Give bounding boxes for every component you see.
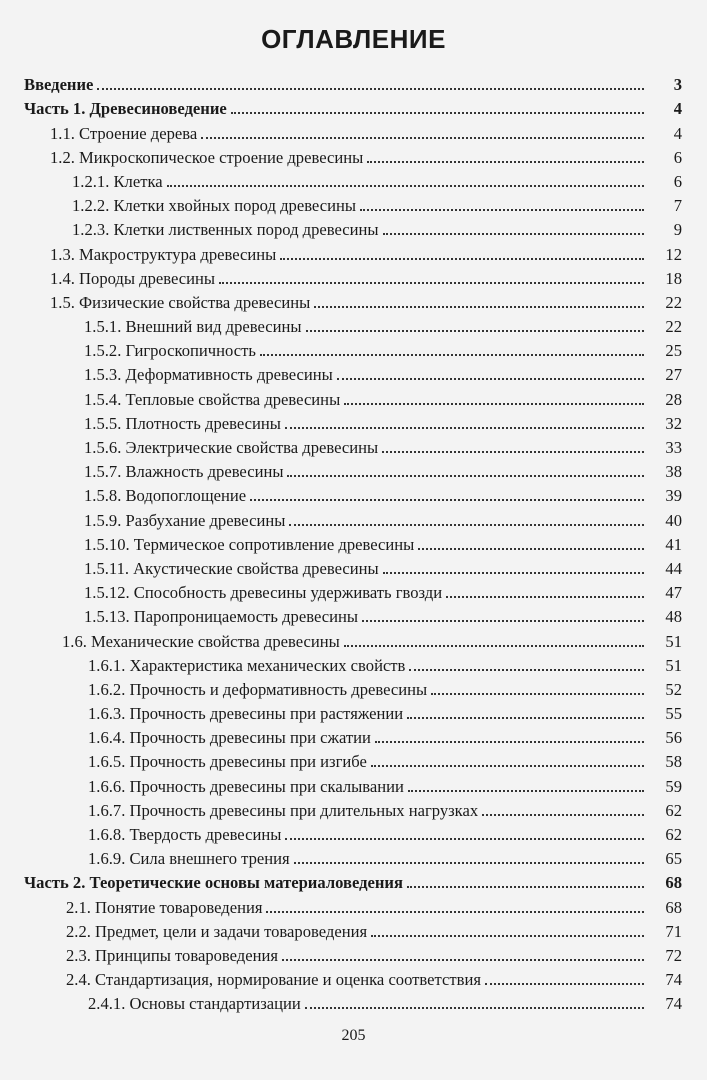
toc-entry <box>24 191 682 215</box>
toc-entry-title: 1.6.8. Твердость древесины <box>88 825 282 844</box>
toc-entry-title: 1.6. Механические свойства древесины <box>62 631 340 651</box>
toc-entry <box>24 143 682 167</box>
toc-entry-page: 32 <box>665 413 682 433</box>
toc-entry <box>24 868 682 892</box>
toc-entry-title: 1.5.7. Влажность древесины <box>84 462 284 482</box>
toc-entry-title: 1.5.9. Разбухание древесины <box>84 510 286 530</box>
toc-entry <box>24 70 682 94</box>
toc-entry-title: 2.3. Принципы товароведения <box>66 945 279 965</box>
toc-entry <box>24 989 682 1013</box>
dot-leader <box>362 620 644 622</box>
toc-entry-page: 38 <box>665 462 682 482</box>
dot-leader <box>482 814 644 816</box>
toc-entry-page: 44 <box>665 558 682 578</box>
toc-entry-title: 1.5.12. Способность древесины удерживать гвозди <box>84 583 443 603</box>
dot-leader <box>231 112 644 114</box>
toc-entry-title: 2.2. Предмет, цели и задачи товароведения <box>66 921 368 941</box>
toc-entry-title: 1.6.2. Прочность и деформативность древесины <box>88 679 428 699</box>
toc-entry-title: 1.5.3. Деформативность древесины <box>84 365 333 385</box>
toc-entry-page: 40 <box>665 510 682 530</box>
toc-entry-page: 41 <box>665 534 682 554</box>
toc-entry-title: 1.3. Макроструктура древесины <box>50 244 277 264</box>
toc-entry <box>24 796 682 820</box>
toc-entry <box>24 94 682 118</box>
dot-leader <box>446 596 644 598</box>
dot-leader <box>431 693 644 695</box>
toc-entry <box>24 965 682 989</box>
dot-leader <box>306 330 644 332</box>
table-of-contents <box>24 70 682 1013</box>
toc-entry-page: 51 <box>665 655 682 675</box>
dot-leader <box>382 451 644 453</box>
dot-leader <box>97 88 644 90</box>
dot-leader <box>407 886 644 888</box>
toc-entry-title: 1.6.3. Прочность древесины при растяжении <box>88 704 404 724</box>
dot-leader <box>337 378 644 380</box>
dot-leader <box>285 838 644 840</box>
toc-entry <box>24 626 682 650</box>
toc-entry <box>24 312 682 336</box>
toc-entry-page: 33 <box>665 438 682 457</box>
dot-leader <box>371 765 644 767</box>
toc-entry <box>24 264 682 288</box>
toc-entry-title: 1.5.1. Внешний вид древесины <box>84 317 302 337</box>
toc-entry <box>24 457 682 481</box>
toc-entry-page: 59 <box>665 776 682 796</box>
toc-entry <box>24 771 682 795</box>
toc-entry-page: 74 <box>665 994 682 1014</box>
dot-leader <box>314 306 644 308</box>
toc-entry <box>24 844 682 868</box>
toc-entry-page: 27 <box>665 365 682 385</box>
dot-leader <box>371 935 644 937</box>
toc-entry <box>24 675 682 699</box>
toc-entry <box>24 360 682 384</box>
toc-entry <box>24 578 682 602</box>
toc-entry-page: 6 <box>673 147 682 167</box>
dot-leader <box>287 475 644 477</box>
toc-entry-title: 1.5.13. Паропроницаемость древесины <box>84 607 359 627</box>
toc-entry-page: 58 <box>665 752 682 772</box>
toc-entry-title: Часть 1. Древесиноведение <box>24 99 227 119</box>
dot-leader <box>418 548 644 550</box>
toc-entry-title: 1.5.4. Тепловые свойства древесины <box>84 389 341 409</box>
toc-entry-title: 1.6.5. Прочность древесины при изгибе <box>88 752 367 772</box>
toc-entry-page: 18 <box>665 268 682 288</box>
toc-entry-title: 1.4. Породы древесины <box>50 268 216 288</box>
toc-entry <box>24 530 682 554</box>
toc-entry-title: 1.6.9. Сила внешнего трения <box>88 849 290 869</box>
toc-entry <box>24 554 682 578</box>
toc-entry <box>24 651 682 675</box>
dot-leader <box>282 959 644 961</box>
toc-entry-page: 12 <box>665 244 682 264</box>
toc-entry-page: 4 <box>673 123 682 143</box>
toc-entry-page: 68 <box>665 873 682 893</box>
toc-entry-title: 1.2.3. Клетки лиственных пород древесины <box>72 220 379 240</box>
dot-leader <box>409 669 644 671</box>
dot-leader <box>383 233 644 235</box>
dot-leader <box>294 862 644 864</box>
toc-entry <box>24 941 682 965</box>
toc-entry-title: 1.5.2. Гигроскопичность <box>84 341 256 361</box>
toc-entry <box>24 892 682 916</box>
toc-entry-page: 22 <box>665 317 682 337</box>
dot-leader <box>360 209 644 211</box>
toc-entry-title: 1.2.2. Клетки хвойных пород древесины <box>72 196 356 216</box>
toc-entry <box>24 409 682 433</box>
toc-entry-title: 1.5.8. Водопоглощение <box>84 486 247 506</box>
toc-entry-page: 55 <box>665 704 682 724</box>
toc-entry-title: 1.6.1. Характеристика механических свойств <box>88 655 406 675</box>
toc-entry-title: 1.2. Микроскопическое строение древесины <box>50 147 364 167</box>
toc-entry-title: 1.2.1. Клетка <box>72 171 163 191</box>
toc-entry <box>24 481 682 505</box>
toc-entry-title: 1.5.11. Акустические свойства древесины <box>84 558 379 578</box>
toc-entry-title: 1.6.4. Прочность древесины при сжатии <box>88 728 371 748</box>
toc-entry-page: 22 <box>665 292 682 312</box>
toc-entry-title: 1.1. Строение дерева <box>50 123 198 143</box>
toc-entry-page: 47 <box>665 583 682 603</box>
toc-entry <box>24 699 682 723</box>
toc-entry-title: 1.5.5. Плотность древесины <box>84 413 281 433</box>
dot-leader <box>407 717 644 719</box>
toc-entry-page: 4 <box>673 99 682 119</box>
dot-leader <box>383 572 644 574</box>
page-title: ОГЛАВЛЕНИЕ <box>261 24 446 54</box>
toc-entry <box>24 384 682 408</box>
toc-entry-page: 51 <box>665 631 682 651</box>
toc-entry-title: Введение <box>24 75 94 95</box>
toc-entry-page: 25 <box>665 341 682 361</box>
toc-entry-title: 1.5. Физические свойства древесины <box>50 292 311 312</box>
toc-entry-page: 62 <box>665 825 682 844</box>
toc-entry-page: 74 <box>665 970 682 990</box>
toc-entry-page: 39 <box>665 486 682 506</box>
toc-entry <box>24 288 682 312</box>
dot-leader <box>344 403 644 405</box>
toc-entry-page: 48 <box>665 607 682 627</box>
dot-leader <box>485 983 644 985</box>
dot-leader <box>167 185 644 187</box>
toc-entry <box>24 602 682 626</box>
dot-leader <box>344 645 644 647</box>
toc-entry-page: 62 <box>665 800 682 820</box>
toc-entry-title: 1.5.10. Термическое сопротивление древесины <box>84 534 415 554</box>
toc-entry-title: 2.4.1. Основы стандартизации <box>88 994 301 1014</box>
dot-leader <box>408 790 644 792</box>
dot-leader <box>260 354 644 356</box>
toc-entry <box>24 917 682 941</box>
toc-entry <box>24 167 682 191</box>
dot-leader <box>280 258 644 260</box>
toc-entry-title: 2.4. Стандартизация, нормирование и оценка соответствия <box>66 970 481 990</box>
dot-leader <box>305 1007 644 1009</box>
toc-entry <box>24 433 682 457</box>
toc-entry-page: 72 <box>665 945 682 965</box>
dot-leader <box>219 282 644 284</box>
dot-leader <box>375 741 644 743</box>
toc-entry <box>24 215 682 239</box>
toc-entry-page: 68 <box>665 897 682 917</box>
toc-entry <box>24 723 682 747</box>
page-number: 205 <box>341 1027 366 1044</box>
toc-entry <box>24 505 682 529</box>
toc-entry <box>24 118 682 142</box>
toc-entry <box>24 239 682 263</box>
toc-entry-page: 28 <box>665 389 682 409</box>
toc-entry-page: 71 <box>665 921 682 941</box>
dot-leader <box>266 911 644 913</box>
dot-leader <box>201 137 644 139</box>
toc-entry-title: 1.5.6. Электрические свойства древесины <box>84 438 379 457</box>
toc-entry <box>24 820 682 844</box>
toc-entry-page: 9 <box>673 220 682 240</box>
toc-entry-page: 52 <box>665 679 682 699</box>
toc-entry <box>24 747 682 771</box>
toc-entry <box>24 336 682 360</box>
toc-entry-title: 1.6.7. Прочность древесины при длительных нагрузках <box>88 800 479 820</box>
toc-entry-page: 7 <box>673 196 682 216</box>
toc-entry-title: 2.1. Понятие товароведения <box>66 897 263 917</box>
toc-entry-page: 6 <box>673 171 682 191</box>
dot-leader <box>250 499 644 501</box>
toc-entry-title: Часть 2. Теоретические основы материаловедения <box>24 873 403 893</box>
toc-entry-page: 65 <box>665 849 682 869</box>
toc-entry-page: 3 <box>673 75 682 95</box>
dot-leader <box>289 524 644 526</box>
dot-leader <box>285 427 644 429</box>
dot-leader <box>367 161 644 163</box>
toc-entry-page: 56 <box>665 728 682 748</box>
toc-entry-title: 1.6.6. Прочность древесины при скалывании <box>88 776 404 796</box>
